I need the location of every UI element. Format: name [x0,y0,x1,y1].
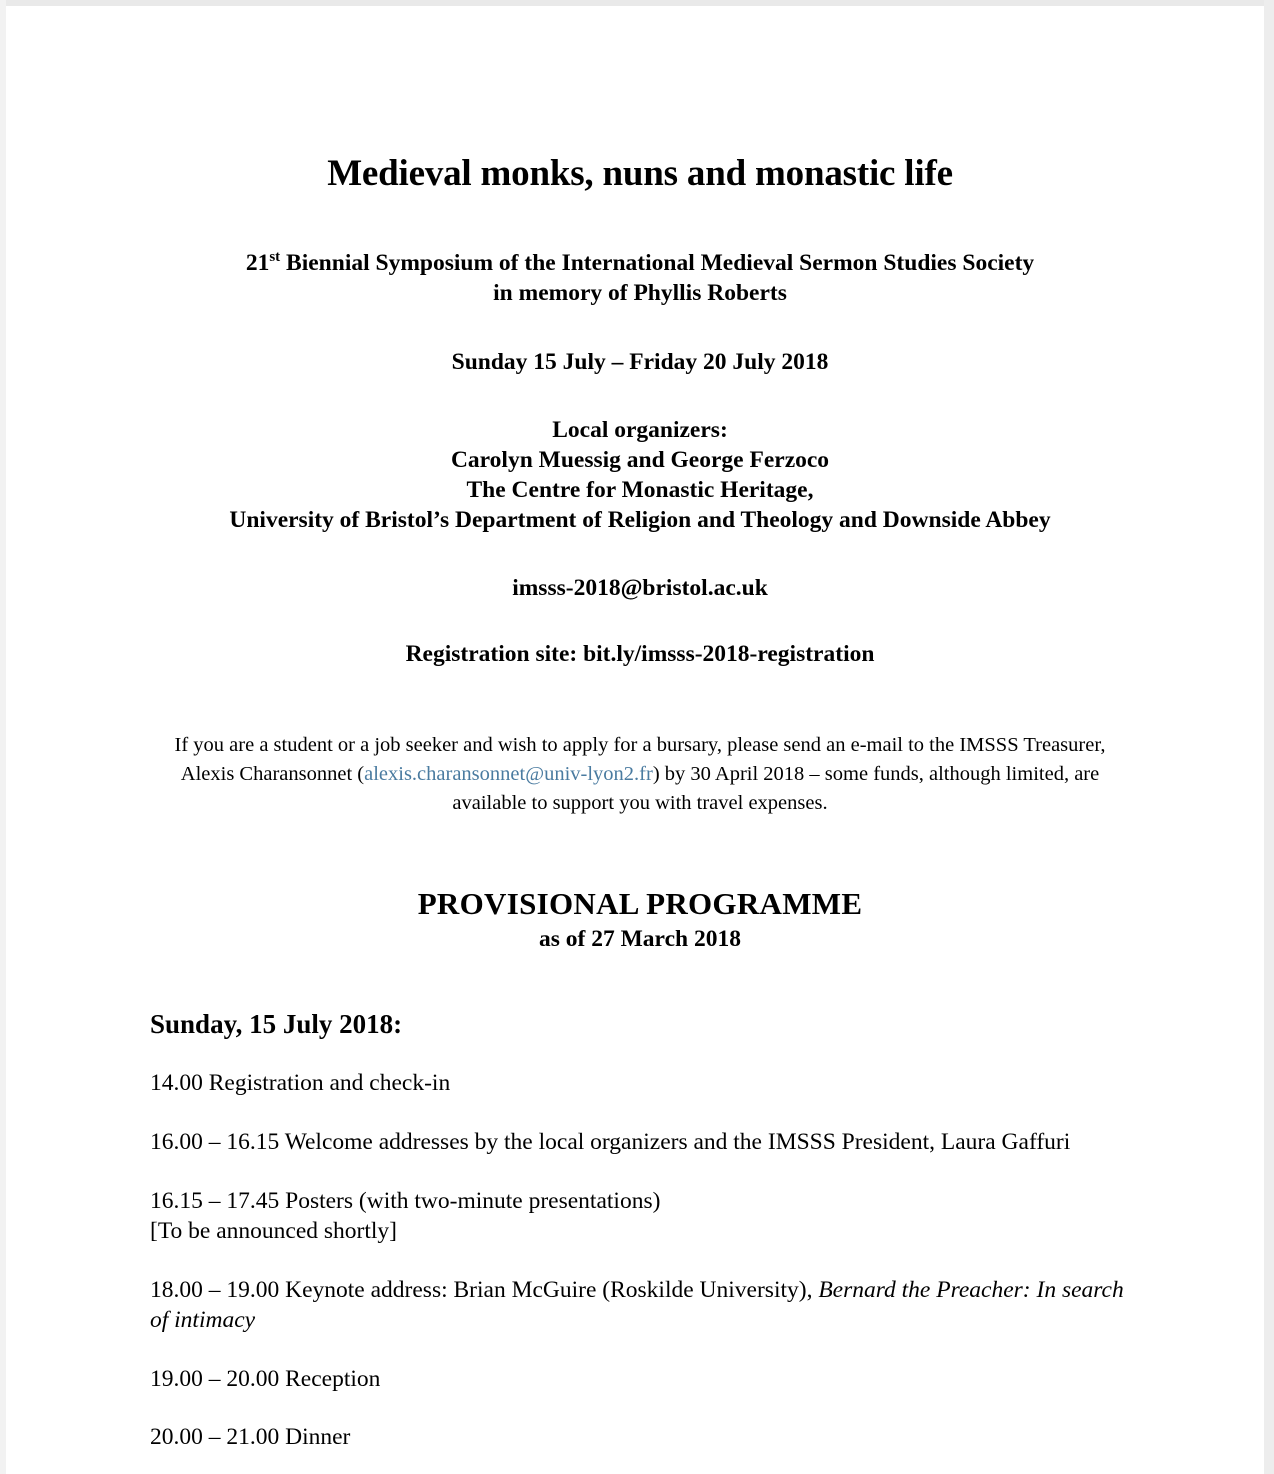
organizers-names: Carolyn Muessig and George Ferzoco [450,446,830,473]
page-edge-right [1264,0,1274,1474]
programme-entry [150,1127,1130,1158]
contact-email: imsss-2018@bristol.ac.uk [512,574,768,601]
programme-entry-text: 16.15 – 17.45 Posters (with two-minute presentations) [150,1187,661,1214]
programme-entry-text: 18.00 – 19.00 Keynote address: Brian McGuire (Roskilde University), [150,1276,819,1303]
day-heading-sunday: Sunday, 15 July 2018: [150,1009,403,1040]
programme-heading: PROVISIONAL PROGRAMME [417,886,863,922]
bursary-note [150,731,1130,818]
document-title: Medieval monks, nuns and monastic life [327,153,953,194]
symposium-number: 21 [245,250,270,277]
programme-entry [150,1068,1130,1099]
programme-entry-text: 19.00 – 20.00 Reception [150,1365,381,1392]
programme-entry-text: 20.00 – 21.00 Dinner [150,1424,351,1451]
symposium-line-1-text: Biennial Symposium of the International Medieval Sermon Studies Society [280,250,1035,277]
organizers-affiliation: University of Bristol’s Department of Religion and Theology and Downside Abbey [229,506,1051,533]
programme-entry [150,1186,1130,1247]
programme-entry [150,1275,1130,1336]
programme-entry-text: 14.00 Registration and check-in [150,1070,451,1097]
page-edge-left [0,0,6,1474]
programme-entry-text: 16.00 – 16.15 Welcome addresses by the local organizers and the IMSSS President, Laura Gaffuri [150,1128,1071,1155]
event-dates: Sunday 15 July – Friday 20 July 2018 [451,348,829,375]
programme-entry [150,1364,1130,1395]
bursary-text-part-1: If you are a student or a job seeker and wish to apply for a bursary, please send an e-mail to the IMSSS Treasurer, Alexis Charansonnet ( [174,734,1106,786]
organizers-block [150,415,1130,535]
symposium-ordinal: st [269,249,281,266]
symposium-line-1 [150,248,1130,278]
treasurer-email-link[interactable]: alexis.charansonnet@univ-lyon2.fr [364,763,653,786]
organizers-centre: The Centre for Monastic Heritage, [466,476,814,503]
programme-entry [150,1422,1130,1453]
registration-site: Registration site: bit.ly/imsss-2018-registration [405,641,875,668]
programme-entry-second-line: [To be announced shortly] [150,1218,397,1245]
bursary-text-part-2: ) by 30 April 2018 – some funds, although limited, are available to support you with travel expenses. [452,763,1100,815]
document-content [150,0,1130,1453]
symposium-line-2: in memory of Phyllis Roberts [493,280,787,307]
organizers-label: Local organizers: [552,416,728,443]
programme-entry-title-italic: Bernard the Preacher: In search of intimacy [150,1276,1124,1334]
symposium-subtitle [150,248,1130,308]
programme-subheading: as of 27 March 2018 [539,926,741,953]
